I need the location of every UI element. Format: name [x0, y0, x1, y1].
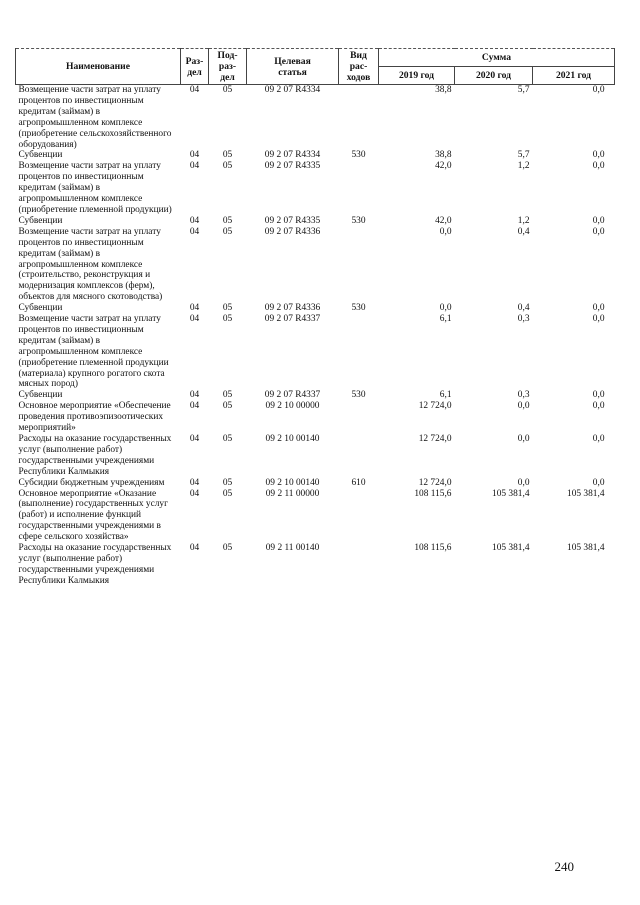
- cell-tselevaya: 09 2 07 R4335: [264, 215, 321, 226]
- cell-podrazdel: 05: [222, 401, 233, 412]
- table-row: [16, 85, 615, 151]
- cell-vid: 530: [351, 303, 366, 314]
- cell-podrazdel: 05: [222, 477, 233, 488]
- table-row: [16, 314, 615, 390]
- cell-2021: 0,0: [592, 434, 605, 444]
- cell-podrazdel: 05: [222, 543, 233, 554]
- cell-vid: [339, 434, 379, 478]
- cell-vid: [339, 489, 379, 544]
- cell-2019: 12 724,0: [418, 401, 452, 412]
- col-2020-header: 2020 год: [455, 67, 533, 85]
- cell-tselevaya: 09 2 07 R4334: [264, 85, 321, 95]
- cell-tselevaya: 09 2 07 R4337: [264, 390, 321, 401]
- cell-2019: 6,1: [439, 390, 452, 401]
- cell-razdel: 04: [189, 226, 200, 237]
- cell-vid: 530: [351, 150, 366, 161]
- cell-razdel: 04: [189, 150, 200, 161]
- cell-razdel: 04: [189, 477, 200, 488]
- cell-razdel: 04: [189, 314, 200, 325]
- cell-2020: 0,3: [517, 314, 530, 325]
- cell-podrazdel: 05: [222, 226, 233, 237]
- cell-2021: 105 381,4: [567, 543, 605, 554]
- cell-tselevaya: 09 2 11 00000: [265, 488, 320, 499]
- cell-name: Субвенции: [18, 303, 63, 314]
- cell-2019: 108 115,6: [414, 488, 452, 499]
- table-row: [16, 390, 615, 401]
- cell-2020: 0,4: [517, 303, 530, 314]
- cell-name: Возмещение части затрат на уплату процентов по инвестиционным кредитам (займам) в агропромышленном комплексе (приобретение племенной продукции (материала) крупного рогатого скота мясных пород): [18, 314, 169, 390]
- cell-2020: 5,7: [517, 150, 530, 161]
- col-tselevaya-header: Целевая статья: [247, 49, 339, 85]
- cell-name: Субвенции: [18, 150, 63, 161]
- cell-2020: 1,2: [517, 161, 530, 172]
- col-2021-header: 2021 год: [533, 67, 615, 85]
- cell-2020: 1,2: [517, 215, 530, 226]
- cell-2021: 105 381,4: [567, 488, 605, 499]
- cell-2019: 108 115,6: [414, 543, 452, 554]
- cell-2021: 0,0: [592, 401, 605, 412]
- cell-2019: 12 724,0: [418, 434, 452, 444]
- cell-name: Основное мероприятие «Оказание (выполнение) государственных услуг (работ) и исполнение функций государственными учреждениями в сфере сельского хозяйства»: [18, 488, 168, 543]
- cell-2020: 0,0: [517, 434, 530, 444]
- cell-2019: 42,0: [435, 161, 452, 172]
- cell-name: Субвенции: [18, 390, 63, 401]
- cell-2021: 0,0: [592, 150, 605, 161]
- cell-vid: 530: [351, 390, 366, 401]
- cell-name: Возмещение части затрат на уплату процентов по инвестиционным кредитам (займам) в агропромышленном комплексе (приобретение племенной продукции): [18, 161, 172, 215]
- cell-2020: 0,4: [517, 226, 530, 237]
- budget-table: [15, 48, 615, 587]
- cell-2019: 6,1: [439, 314, 452, 325]
- cell-name: Возмещение части затрат на уплату процентов по инвестиционным кредитам (займам) в агропромышленном комплексе (приобретение сельскохозяйственного оборудования): [18, 85, 172, 150]
- cell-2020: 0,0: [517, 401, 530, 412]
- col-razdel-header: Раз- дел: [181, 49, 209, 85]
- cell-2021: 0,0: [592, 215, 605, 226]
- table-row: [16, 303, 615, 314]
- cell-2019: 38,8: [435, 150, 452, 161]
- cell-podrazdel: 05: [222, 303, 233, 314]
- cell-razdel: 04: [189, 303, 200, 314]
- col-podrazdel-header: Под- раз- дел: [209, 49, 247, 85]
- col-name-header: Наименование: [16, 49, 181, 85]
- cell-vid: [339, 227, 379, 303]
- cell-podrazdel: 05: [222, 488, 233, 499]
- cell-name: Расходы на оказание государственных услуг (выполнение работ) государственными учреждениями Республики Калмыкия: [18, 434, 172, 477]
- cell-tselevaya: 09 2 11 00140: [265, 543, 320, 554]
- cell-razdel: 04: [189, 543, 200, 554]
- cell-podrazdel: 05: [222, 434, 233, 444]
- cell-2020: 105 381,4: [492, 543, 530, 554]
- table-row: [16, 478, 615, 489]
- cell-vid: [339, 85, 379, 151]
- cell-vid: [339, 401, 379, 434]
- cell-razdel: 04: [189, 390, 200, 401]
- cell-2019: 0,0: [439, 226, 452, 237]
- cell-2021: 0,0: [592, 161, 605, 172]
- cell-2021: 0,0: [592, 85, 605, 95]
- cell-vid: 610: [351, 477, 366, 488]
- cell-name: Субвенции: [18, 215, 63, 226]
- cell-2019: 0,0: [439, 303, 452, 314]
- cell-name: Субсидии бюджетным учреждениям: [18, 477, 165, 488]
- table-body: [16, 85, 615, 587]
- col-vid-header: Вид рас- ходов: [339, 49, 379, 85]
- cell-2020: 5,7: [517, 85, 530, 95]
- cell-razdel: 04: [189, 434, 200, 444]
- cell-tselevaya: 09 2 07 R4336: [264, 303, 321, 314]
- table-header: [16, 49, 615, 85]
- table-row: [16, 401, 615, 434]
- table-row: [16, 434, 615, 478]
- cell-vid: [339, 543, 379, 587]
- cell-tselevaya: 09 2 07 R4335: [264, 161, 321, 172]
- cell-razdel: 04: [189, 215, 200, 226]
- cell-2021: 0,0: [592, 314, 605, 325]
- cell-vid: 530: [351, 215, 366, 226]
- cell-2020: 0,0: [517, 477, 530, 488]
- cell-podrazdel: 05: [222, 215, 233, 226]
- table-row: [16, 216, 615, 227]
- table-row: [16, 161, 615, 216]
- cell-2021: 0,0: [592, 226, 605, 237]
- table-row: [16, 543, 615, 587]
- cell-podrazdel: 05: [222, 85, 233, 95]
- cell-2021: 0,0: [592, 390, 605, 401]
- cell-tselevaya: 09 2 07 R4336: [264, 226, 321, 237]
- cell-name: Основное мероприятие «Обеспечение проведения противоэпизоотических мероприятий»: [18, 401, 171, 434]
- cell-razdel: 04: [189, 488, 200, 499]
- cell-razdel: 04: [189, 161, 200, 172]
- cell-tselevaya: 09 2 07 R4334: [264, 150, 321, 161]
- page-number: 240: [554, 859, 574, 874]
- cell-name: Возмещение части затрат на уплату процентов по инвестиционным кредитам (займам) в агропромышленном комплексе (строительство, реконструкция и модернизация комплексов (ферм), объектов для мясного скотоводства): [18, 226, 163, 303]
- table-row: [16, 489, 615, 544]
- table-row: [16, 150, 615, 161]
- cell-razdel: 04: [189, 401, 200, 412]
- cell-name: Расходы на оказание государственных услуг (выполнение работ) государственными учреждениями Республики Калмыкия: [18, 543, 172, 586]
- cell-tselevaya: 09 2 10 00000: [265, 401, 320, 412]
- cell-tselevaya: 09 2 10 00140: [265, 477, 320, 488]
- cell-podrazdel: 05: [222, 314, 233, 325]
- cell-2020: 0,3: [517, 390, 530, 401]
- col-summa-header: Сумма: [379, 49, 615, 67]
- cell-vid: [339, 314, 379, 390]
- cell-podrazdel: 05: [222, 150, 233, 161]
- cell-2021: 0,0: [592, 303, 605, 314]
- cell-podrazdel: 05: [222, 161, 233, 172]
- cell-tselevaya: 09 2 10 00140: [265, 434, 320, 444]
- cell-2019: 38,8: [435, 85, 452, 95]
- cell-2021: 0,0: [592, 477, 605, 488]
- cell-tselevaya: 09 2 07 R4337: [264, 314, 321, 325]
- cell-2020: 105 381,4: [492, 488, 530, 499]
- cell-podrazdel: 05: [222, 390, 233, 401]
- cell-razdel: 04: [189, 85, 200, 95]
- cell-2019: 42,0: [435, 215, 452, 226]
- table-row: [16, 227, 615, 303]
- cell-2019: 12 724,0: [418, 477, 452, 488]
- cell-vid: [339, 161, 379, 216]
- col-2019-header: 2019 год: [379, 67, 455, 85]
